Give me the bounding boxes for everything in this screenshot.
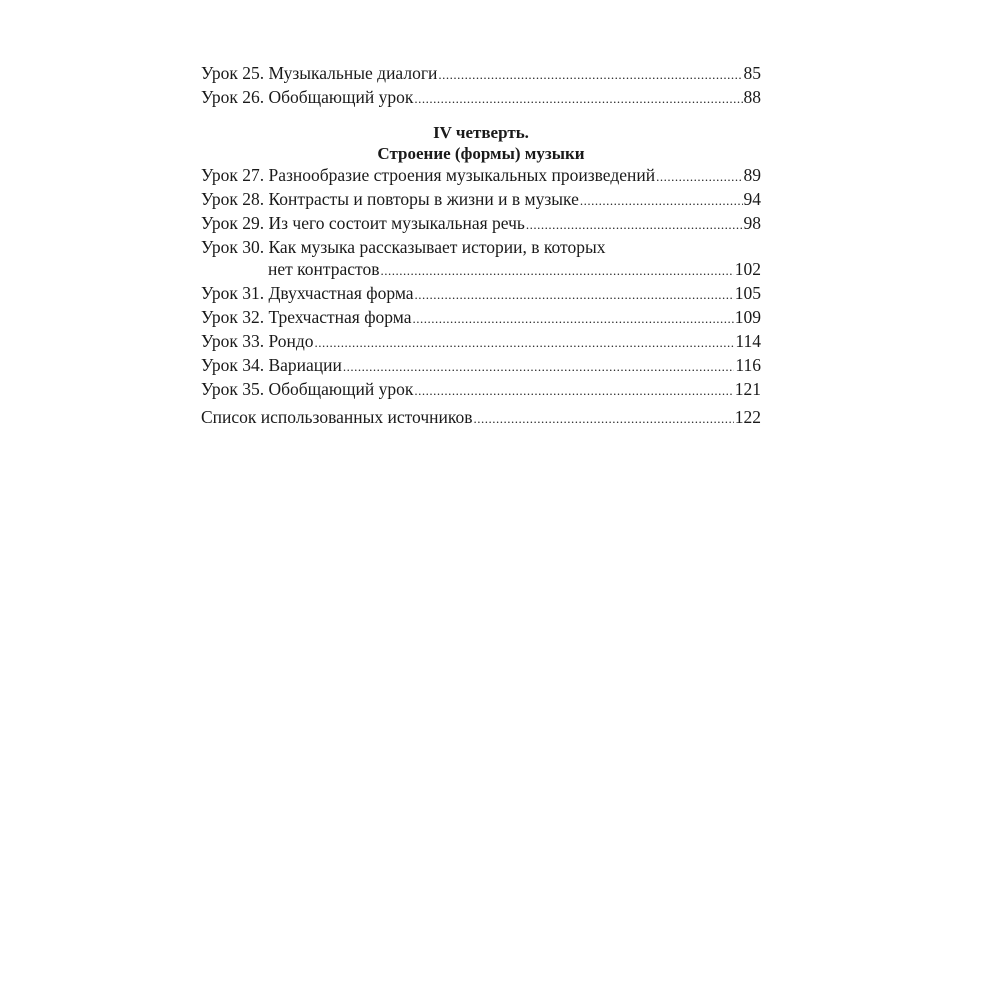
dot-leader [414, 88, 742, 110]
toc-entry-lesson-25[interactable] [201, 62, 761, 86]
toc-entry-title: Урок 33. Рондо [201, 331, 314, 351]
toc-entry-lesson-32[interactable] [201, 306, 761, 330]
toc-entry-lesson-35[interactable] [201, 378, 761, 402]
toc-entry-title: Урок 27. Разнообразие строения музыкальных произведений [201, 165, 656, 185]
quarter-heading: IV четверть. [433, 123, 529, 142]
toc-entry-title: Урок 34. Вариации [201, 355, 342, 375]
toc-entry-page: 109 [734, 307, 761, 327]
toc-entry-page: 89 [743, 165, 761, 185]
dot-leader [580, 190, 743, 212]
dot-leader [438, 64, 742, 86]
toc-entry-page: 85 [743, 63, 761, 83]
dot-leader [315, 332, 735, 354]
toc-entry-page: 88 [743, 87, 761, 107]
toc-entry-lesson-29[interactable] [201, 212, 761, 236]
section-heading: Строение (формы) музыки [377, 144, 585, 163]
dot-leader [474, 408, 734, 430]
toc-entry-title: Урок 29. Из чего состоит музыкальная речь [201, 213, 525, 233]
dot-leader [343, 356, 734, 378]
dot-leader [414, 380, 733, 402]
toc-entry-lesson-30[interactable] [201, 236, 761, 282]
dot-leader [656, 166, 742, 188]
toc-entry-title: Урок 28. Контрасты и повторы в жизни и в музыке [201, 189, 579, 209]
table-of-contents [201, 62, 761, 430]
toc-entry-title-line2: нет контрастов [268, 259, 380, 279]
dot-leader [413, 308, 734, 330]
dot-leader [526, 214, 743, 236]
toc-entry-lesson-28[interactable] [201, 188, 761, 212]
toc-entry-title: Урок 35. Обобщающий урок [201, 379, 414, 399]
toc-entry-title: Урок 26. Обобщающий урок [201, 87, 414, 107]
toc-entry-lesson-27[interactable] [201, 164, 761, 188]
toc-entry-page: 116 [735, 355, 761, 375]
toc-entry-page: 121 [734, 379, 761, 399]
toc-entry-title: Список использованных источников [201, 407, 473, 427]
toc-entry-continuation [201, 258, 761, 282]
toc-entry-lesson-31[interactable] [201, 282, 761, 306]
toc-entry-page: 122 [734, 407, 761, 427]
toc-entry-title: Урок 32. Трехчастная форма [201, 307, 412, 327]
toc-entry-title-line1: Урок 30. Как музыка рассказывает истории, в которых [201, 237, 606, 257]
toc-entry-sources[interactable] [201, 406, 761, 430]
toc-entry-title: Урок 31. Двухчастная форма [201, 283, 414, 303]
toc-entry-page: 114 [735, 331, 761, 351]
toc-entry-page: 98 [743, 213, 761, 233]
toc-entry-title: Урок 25. Музыкальные диалоги [201, 63, 438, 83]
toc-entry-lesson-33[interactable] [201, 330, 761, 354]
dot-leader [380, 260, 733, 282]
toc-entry-lesson-26[interactable] [201, 86, 761, 110]
toc-entry-page: 102 [734, 259, 761, 279]
toc-entry-page: 105 [734, 283, 761, 303]
toc-entry-page: 94 [743, 189, 761, 209]
toc-entry-lesson-34[interactable] [201, 354, 761, 378]
dot-leader [415, 284, 734, 306]
